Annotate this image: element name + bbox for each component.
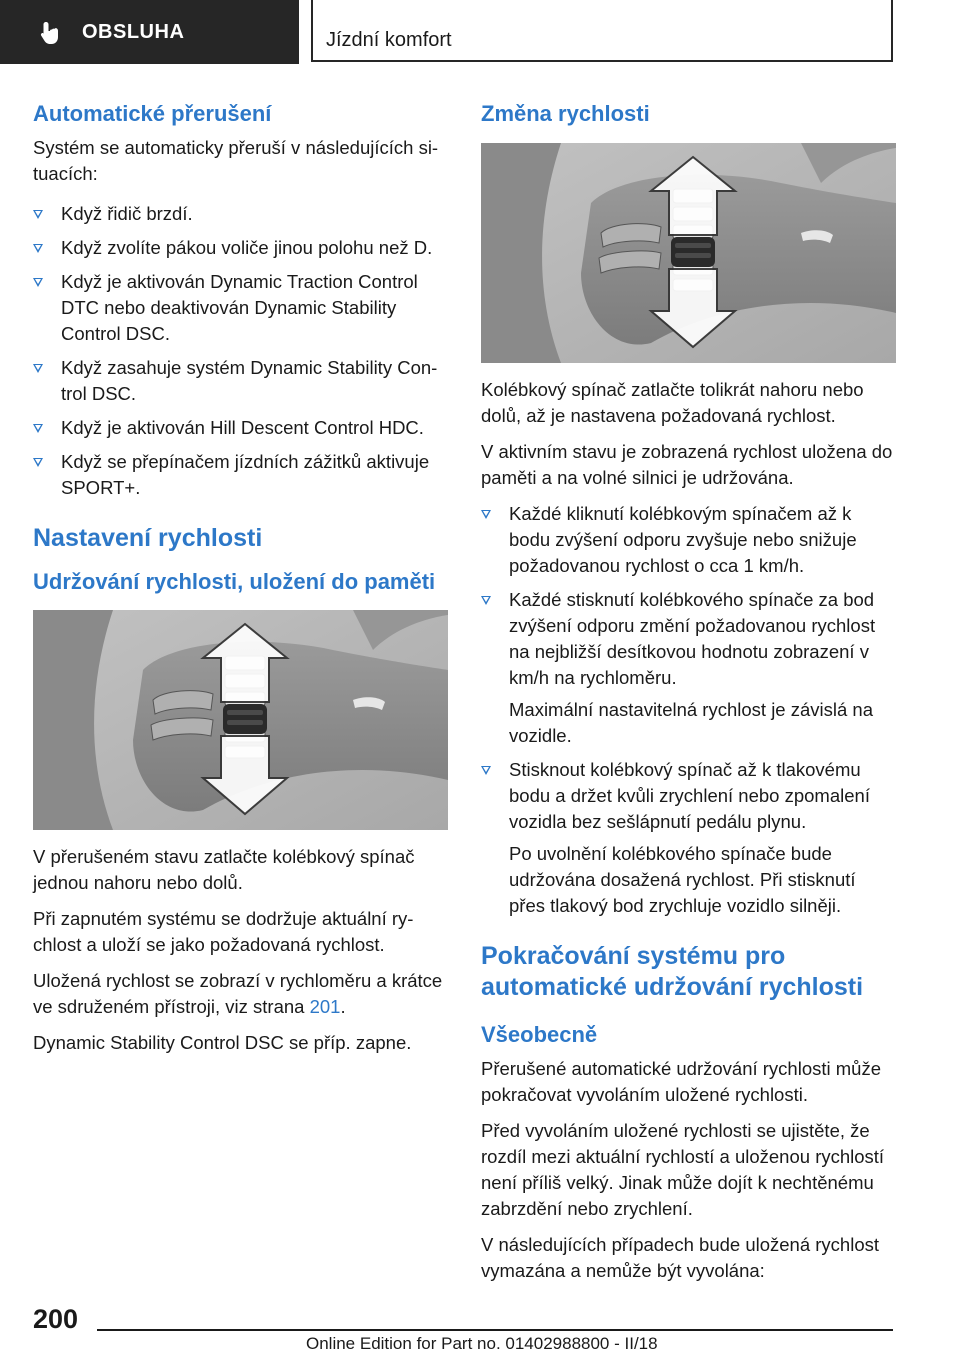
paragraph-auto-intro: Systém se automaticky přeruší v následujících si-tuacích: <box>33 136 439 184</box>
triangle-bullet-icon <box>481 510 491 519</box>
paragraph: V následujících případech bude uložená rychlost vymazána a nemůže být vyvolána: <box>481 1233 880 1281</box>
page-number: 200 <box>33 1304 79 1334</box>
triangle-bullet-icon <box>33 364 43 373</box>
triangle-bullet-icon <box>481 596 491 605</box>
triangle-bullet-icon <box>33 244 43 253</box>
paragraph: Přerušené automatické udržování rychlosti může pokračovat vyvoláním uložené rychlosti. <box>481 1057 881 1105</box>
footer-edition: Online Edition for Part no. 01402988800 - II/18 <box>306 1334 658 1353</box>
hand-pointer-icon <box>38 20 64 46</box>
section-tab <box>0 0 299 64</box>
steering-wheel-rocker-switch-image <box>481 143 896 363</box>
page-reference-link[interactable]: 201 <box>309 996 341 1018</box>
list-item: Když zvolíte pákou voliče jinou polohu než D. <box>33 235 448 261</box>
list-item: Stisknout kolébkový spínač až k tlakovému bodu a držet kvůli zrychlení nebo zpomalení vozidla bez sešlápnutí pedálu plynu. Po uvolnění kolébkového spínače bude udržována dosažená rychlost. Při stisknutí přes tlakový bod zrychluje vozidlo silněji. <box>481 757 896 919</box>
paragraph: Při zapnutém systému se dodržuje aktuální ry-chlost a uloží se jako požadovaná rychlost. <box>33 908 414 956</box>
paragraph: V aktivním stavu je zobrazená rychlost uložena do paměti a na volné silnici je udržována. <box>481 440 893 488</box>
list-item: Když řidič brzdí. <box>33 201 448 227</box>
auto-interruption-list <box>33 201 448 501</box>
heading-speed-setting: Nastavení rychlosti <box>33 523 263 552</box>
heading-speed-change: Změna rychlosti <box>481 101 650 126</box>
list-item: Když je aktivován Hill Descent Control HDC. <box>33 415 448 441</box>
triangle-bullet-icon <box>33 210 43 219</box>
triangle-bullet-icon <box>33 424 43 433</box>
list-item: Každé stisknutí kolébkového spínače za bod zvýšení odporu změní požadovanou rychlost na nejbližší desítkovou hodnotu zobrazení v km/h na rychloměru. Maximální nastavitelná rychlost je závislá na vozidle. <box>481 587 896 749</box>
paragraph: Před vyvoláním uložené rychlosti se ujistěte, že rozdíl mezi aktuální rychlostí a uloženou rychlostí není příliš velký. Jinak může dojít k nechtěnému zabrzdění nebo zrychlení. <box>481 1119 885 1219</box>
heading-automatic-interruption: Automatické přerušení <box>33 101 272 126</box>
heading-resume-system: Pokračování systému pro automatické udržování rychlosti <box>481 941 864 1001</box>
right-column <box>481 100 896 1284</box>
paragraph: Kolébkový spínač zatlačte tolikrát nahoru nebo dolů, až je nastavena požadovaná rychlost. <box>481 378 864 426</box>
paragraph: Dynamic Stability Control DSC se příp. zapne. <box>33 1032 412 1054</box>
speed-change-list <box>481 501 896 919</box>
triangle-bullet-icon <box>481 766 491 775</box>
heading-general: Všeobecně <box>481 1022 598 1048</box>
triangle-bullet-icon <box>33 458 43 467</box>
paragraph-with-page-link: Uložená rychlost se zobrazí v rychloměru a krátce ve sdruženém přístroji, viz strana 201. <box>33 970 443 1018</box>
chapter-title: Jízdní komfort <box>326 29 452 51</box>
heading-speed-hold: Udržování rychlosti, uložení do paměti <box>33 568 436 594</box>
list-item: Když se přepínačem jízdních zážitků aktivuje SPORT+. <box>33 449 448 501</box>
list-item-note: Maximální nastavitelná rychlost je závislá na vozidle. <box>509 698 873 746</box>
paragraph: V přerušeném stavu zatlačte kolébkový spínač jednou nahoru nebo dolů. <box>33 846 415 894</box>
list-item: Každé kliknutí kolébkovým spínačem až k bodu zvýšení odporu zvyšuje nebo snižuje požadovanou rychlost o cca 1 km/h. <box>481 501 896 579</box>
list-item: Když je aktivován Dynamic Traction Control DTC nebo deaktivován Dynamic Stability Control DSC. <box>33 269 448 347</box>
list-item-note: Po uvolnění kolébkového spínače bude udržována dosažená rychlost. Při stisknutí přes tlakový bod zrychluje vozidlo silněji. <box>509 842 856 916</box>
list-item: Když zasahuje systém Dynamic Stability Con-trol DSC. <box>33 355 448 407</box>
left-column <box>33 100 448 1056</box>
footer-divider <box>97 1329 893 1331</box>
steering-wheel-rocker-switch-image <box>33 610 448 830</box>
chapter-header <box>311 0 893 62</box>
section-label: OBSLUHA <box>82 21 185 43</box>
triangle-bullet-icon <box>33 278 43 287</box>
